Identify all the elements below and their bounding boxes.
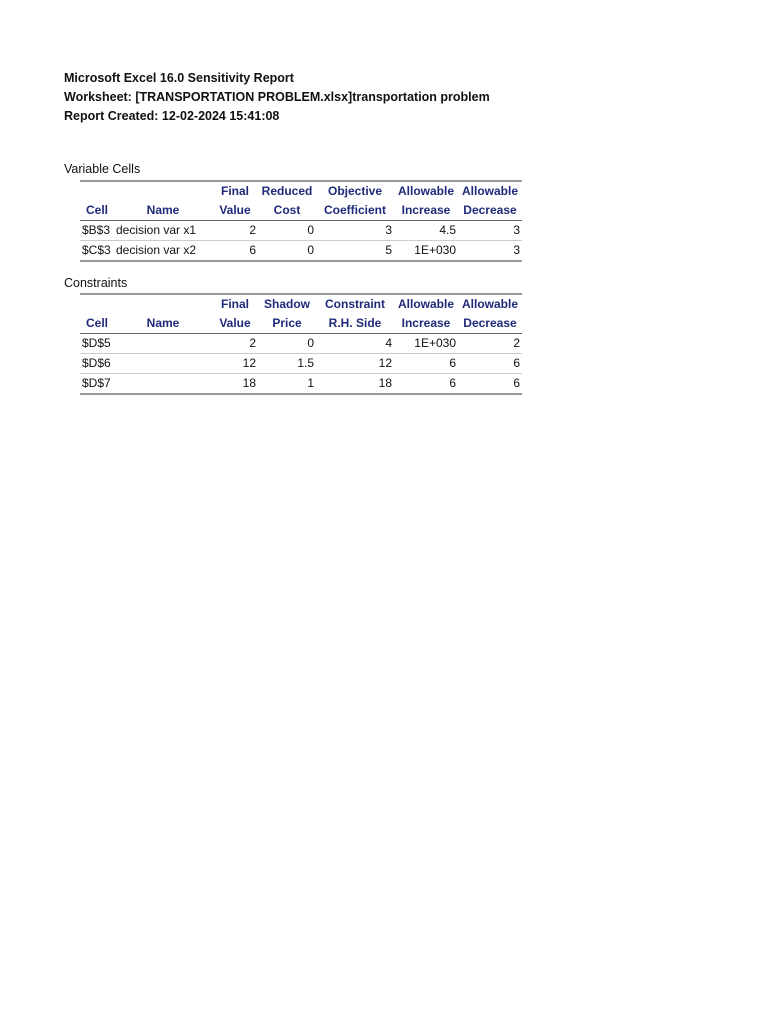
shadow-price: 0 — [258, 334, 316, 354]
header-cell: Final — [212, 181, 258, 201]
header-cell: Increase — [394, 201, 458, 221]
header-cell: Shadow — [258, 294, 316, 314]
objective-coefficient: 5 — [316, 241, 394, 262]
cell-ref: $D$5 — [80, 334, 114, 354]
shadow-price: 1 — [258, 374, 316, 395]
header-cell — [114, 294, 212, 314]
allowable-increase: 1E+030 — [394, 334, 458, 354]
constraints-table — [80, 293, 522, 395]
header-cell: Allowable — [394, 181, 458, 201]
table-row — [80, 221, 522, 241]
allowable-increase: 1E+030 — [394, 241, 458, 262]
allowable-decrease: 3 — [458, 221, 522, 241]
cell-ref: $B$3 — [80, 221, 114, 241]
constraints-label: Constraints — [64, 276, 128, 290]
header-cell: R.H. Side — [316, 314, 394, 334]
table-row — [80, 334, 522, 354]
header-cell: Allowable — [458, 181, 522, 201]
final-value: 12 — [212, 354, 258, 374]
header-cell — [80, 181, 114, 201]
reduced-cost: 0 — [258, 241, 316, 262]
header-cell: Final — [212, 294, 258, 314]
final-value: 2 — [212, 334, 258, 354]
header-cell: Cost — [258, 201, 316, 221]
objective-coefficient: 3 — [316, 221, 394, 241]
header-cell: Value — [212, 201, 258, 221]
header-cell — [80, 294, 114, 314]
header-cell: Decrease — [458, 314, 522, 334]
header-cell: Allowable — [394, 294, 458, 314]
cell-ref: $D$7 — [80, 374, 114, 395]
constraint-rhs: 18 — [316, 374, 394, 395]
cell-name — [114, 334, 212, 354]
header-cell: Decrease — [458, 201, 522, 221]
report-header — [64, 69, 490, 126]
final-value: 2 — [212, 221, 258, 241]
table-row — [80, 374, 522, 395]
allowable-increase: 4.5 — [394, 221, 458, 241]
shadow-price: 1.5 — [258, 354, 316, 374]
header-cell: Value — [212, 314, 258, 334]
variable-cells-label: Variable Cells — [64, 162, 141, 176]
header-cell: Name — [114, 201, 212, 221]
header-cell: Reduced — [258, 181, 316, 201]
reduced-cost: 0 — [258, 221, 316, 241]
allowable-decrease: 6 — [458, 374, 522, 395]
variable-cells-table — [80, 180, 522, 262]
table-header-row — [80, 201, 522, 221]
header-cell — [114, 181, 212, 201]
header-cell: Objective — [316, 181, 394, 201]
report-created: Report Created: 12-02-2024 15:41:08 — [64, 109, 280, 123]
table-header-row — [80, 181, 522, 201]
cell-name: decision var x2 — [114, 241, 212, 262]
cell-ref: $C$3 — [80, 241, 114, 262]
cell-ref: $D$6 — [80, 354, 114, 374]
header-cell: Name — [114, 314, 212, 334]
allowable-decrease: 2 — [458, 334, 522, 354]
constraint-rhs: 12 — [316, 354, 394, 374]
header-cell: Cell — [80, 201, 114, 221]
table-row — [80, 354, 522, 374]
cell-name: decision var x1 — [114, 221, 212, 241]
header-cell: Allowable — [458, 294, 522, 314]
allowable-decrease: 6 — [458, 354, 522, 374]
header-cell: Price — [258, 314, 316, 334]
cell-name — [114, 354, 212, 374]
allowable-decrease: 3 — [458, 241, 522, 262]
table-row — [80, 241, 522, 262]
constraint-rhs: 4 — [316, 334, 394, 354]
header-cell: Coefficient — [316, 201, 394, 221]
final-value: 18 — [212, 374, 258, 395]
table-header-row — [80, 314, 522, 334]
allowable-increase: 6 — [394, 374, 458, 395]
header-cell: Increase — [394, 314, 458, 334]
report-worksheet: Worksheet: [TRANSPORTATION PROBLEM.xlsx]transportation problem — [64, 90, 490, 104]
header-cell: Cell — [80, 314, 114, 334]
table-header-row — [80, 294, 522, 314]
allowable-increase: 6 — [394, 354, 458, 374]
final-value: 6 — [212, 241, 258, 262]
header-cell: Constraint — [316, 294, 394, 314]
cell-name — [114, 374, 212, 395]
report-title: Microsoft Excel 16.0 Sensitivity Report — [64, 71, 294, 85]
